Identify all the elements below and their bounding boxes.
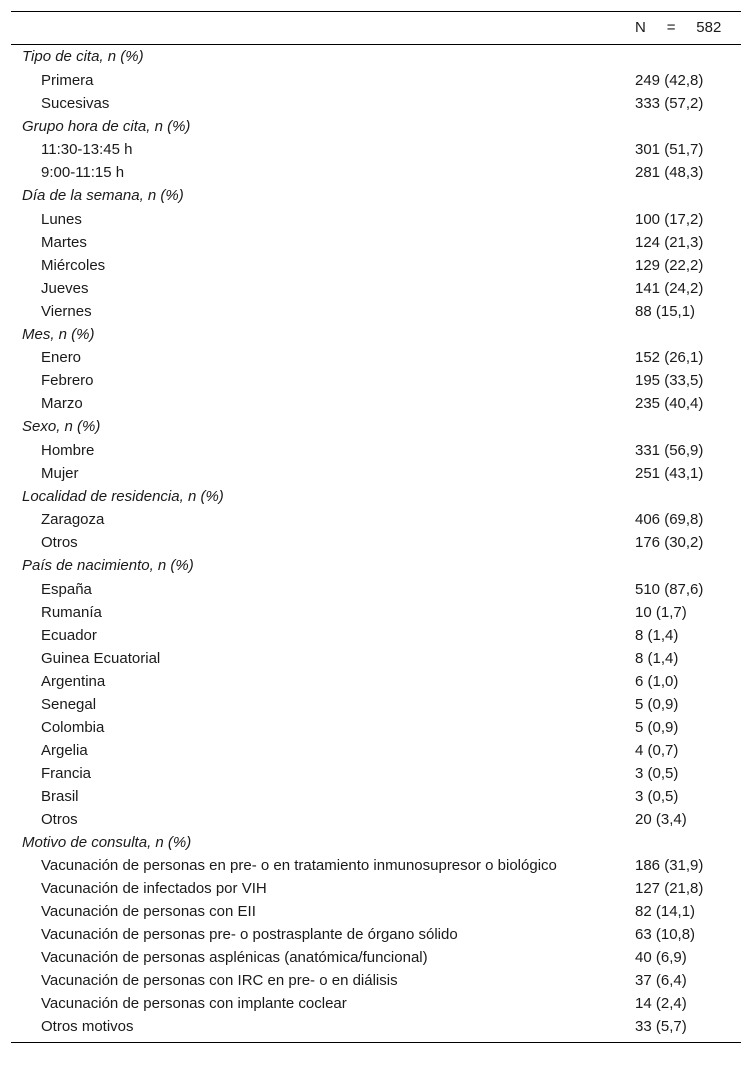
category-row bbox=[11, 831, 741, 855]
table-row bbox=[11, 785, 741, 808]
category-label: País de nacimiento, n (%) bbox=[22, 557, 194, 574]
row-value: 406 (69,8) bbox=[635, 511, 704, 528]
row-value: 8 (1,4) bbox=[635, 626, 679, 644]
table-row bbox=[11, 716, 741, 739]
category-row bbox=[11, 184, 741, 208]
row-value: 301 (51,7) bbox=[635, 141, 704, 158]
row-value: 510 (87,6) bbox=[635, 580, 704, 598]
row-label: Rumanía bbox=[41, 603, 102, 621]
table-row bbox=[11, 624, 741, 647]
table-row bbox=[11, 138, 741, 161]
row-value: 33 (5,7) bbox=[635, 1018, 687, 1035]
category-label: Grupo hora de cita, n (%) bbox=[22, 117, 191, 135]
equals-sign: = bbox=[666, 19, 676, 36]
row-label: Vacunación de personas asplénicas (anatómica/funcional) bbox=[41, 949, 428, 966]
table-row bbox=[11, 277, 741, 300]
table-row bbox=[11, 1015, 741, 1038]
table-row bbox=[11, 670, 741, 693]
row-label: Vacunación de personas con IRC en pre- o en diálisis bbox=[41, 972, 398, 989]
table-row bbox=[11, 508, 741, 531]
row-value: 249 (42,8) bbox=[635, 71, 704, 89]
table-row bbox=[11, 346, 741, 369]
table-row bbox=[11, 161, 741, 184]
row-label: Argelia bbox=[41, 741, 88, 759]
category-row bbox=[11, 45, 741, 69]
row-value: 88 (15,1) bbox=[635, 302, 696, 320]
table-row bbox=[11, 647, 741, 670]
row-value: 40 (6,9) bbox=[635, 949, 687, 966]
table-row bbox=[11, 808, 741, 831]
sample-size-label bbox=[635, 19, 721, 36]
category-label: Sexo, n (%) bbox=[22, 418, 101, 435]
row-label: Marzo bbox=[41, 395, 83, 412]
row-label: Senegal bbox=[41, 695, 97, 713]
category-row bbox=[11, 554, 741, 578]
table-row bbox=[11, 992, 741, 1015]
row-value: 3 (0,5) bbox=[635, 764, 679, 782]
row-label: Miércoles bbox=[41, 256, 106, 274]
table-header bbox=[11, 12, 741, 45]
table-row bbox=[11, 531, 741, 554]
table-row bbox=[11, 946, 741, 969]
table-row bbox=[11, 578, 741, 601]
row-label: Vacunación de personas con EII bbox=[41, 903, 256, 920]
row-label: Ecuador bbox=[41, 626, 97, 644]
row-label: Vacunación de infectados por VIH bbox=[41, 880, 267, 897]
table-row bbox=[11, 762, 741, 785]
row-value: 14 (2,4) bbox=[635, 995, 687, 1012]
category-label: Motivo de consulta, n (%) bbox=[22, 833, 192, 851]
table-row bbox=[11, 900, 741, 923]
table-row bbox=[11, 392, 741, 415]
category-label: Mes, n (%) bbox=[22, 325, 95, 343]
category-label: Localidad de residencia, n (%) bbox=[22, 487, 224, 505]
row-label: Febrero bbox=[41, 372, 94, 389]
row-value: 281 (48,3) bbox=[635, 164, 704, 181]
row-value: 235 (40,4) bbox=[635, 395, 704, 412]
row-value: 4 (0,7) bbox=[635, 741, 679, 759]
table-row bbox=[11, 231, 741, 254]
row-value: 63 (10,8) bbox=[635, 926, 696, 943]
row-value: 251 (43,1) bbox=[635, 464, 704, 482]
table-row bbox=[11, 969, 741, 992]
table-row bbox=[11, 601, 741, 624]
row-label: Sucesivas bbox=[41, 94, 110, 112]
row-value: 331 (56,9) bbox=[635, 441, 704, 459]
table-row bbox=[11, 462, 741, 485]
row-label: Vacunación de personas pre- o postrasplante de órgano sólido bbox=[41, 926, 458, 943]
table-row bbox=[11, 439, 741, 462]
row-value: 100 (17,2) bbox=[635, 210, 704, 228]
row-label: Otros bbox=[41, 810, 78, 828]
row-label: Otros bbox=[41, 534, 78, 551]
row-value: 5 (0,9) bbox=[635, 695, 679, 713]
row-label: Vacunación de personas con implante coclear bbox=[41, 995, 347, 1012]
row-label: Guinea Ecuatorial bbox=[41, 649, 161, 667]
table-row bbox=[11, 923, 741, 946]
row-label: Primera bbox=[41, 71, 94, 89]
row-value: 186 (31,9) bbox=[635, 857, 704, 874]
data-table bbox=[11, 11, 741, 1043]
n-value: 582 bbox=[696, 19, 722, 36]
row-value: 124 (21,3) bbox=[635, 233, 704, 251]
row-label: Colombia bbox=[41, 718, 105, 736]
row-value: 176 (30,2) bbox=[635, 534, 704, 551]
row-label: Martes bbox=[41, 233, 87, 251]
category-label: Día de la semana, n (%) bbox=[22, 187, 184, 204]
row-label: Lunes bbox=[41, 210, 82, 228]
row-label: 9:00-11:15 h bbox=[41, 164, 125, 181]
row-value: 141 (24,2) bbox=[635, 279, 704, 297]
table-row bbox=[11, 854, 741, 877]
row-value: 5 (0,9) bbox=[635, 718, 679, 736]
table-row bbox=[11, 92, 741, 115]
row-label: Jueves bbox=[41, 279, 89, 297]
row-value: 129 (22,2) bbox=[635, 256, 704, 274]
category-row bbox=[11, 323, 741, 347]
row-label: Francia bbox=[41, 764, 92, 782]
category-row bbox=[11, 415, 741, 439]
row-label: Viernes bbox=[41, 302, 92, 320]
row-label: Brasil bbox=[41, 787, 79, 805]
category-row bbox=[11, 485, 741, 509]
row-label: Mujer bbox=[41, 464, 79, 482]
row-label: Vacunación de personas en pre- o en tratamiento inmunosupresor o biológico bbox=[41, 857, 557, 874]
row-value: 333 (57,2) bbox=[635, 94, 704, 112]
row-value: 8 (1,4) bbox=[635, 649, 679, 667]
row-value: 20 (3,4) bbox=[635, 810, 687, 828]
row-value: 37 (6,4) bbox=[635, 972, 687, 989]
row-value: 3 (0,5) bbox=[635, 787, 679, 805]
table-row bbox=[11, 208, 741, 231]
row-label: Argentina bbox=[41, 672, 106, 690]
table-row bbox=[11, 739, 741, 762]
row-label: España bbox=[41, 580, 92, 598]
row-value: 6 (1,0) bbox=[635, 672, 679, 690]
row-value: 195 (33,5) bbox=[635, 372, 704, 389]
n-label: N bbox=[635, 19, 646, 36]
row-value: 10 (1,7) bbox=[635, 603, 687, 621]
table-row bbox=[11, 877, 741, 900]
row-value: 82 (14,1) bbox=[635, 903, 696, 920]
table-row bbox=[11, 254, 741, 277]
category-row bbox=[11, 115, 741, 139]
row-label: Hombre bbox=[41, 441, 95, 459]
table-row bbox=[11, 369, 741, 392]
row-label: Zaragoza bbox=[41, 511, 105, 528]
row-label: Otros motivos bbox=[41, 1018, 134, 1035]
category-label: Tipo de cita, n (%) bbox=[22, 48, 144, 65]
table-row bbox=[11, 693, 741, 716]
row-value: 127 (21,8) bbox=[635, 880, 704, 897]
table-body bbox=[11, 45, 741, 1042]
row-value: 152 (26,1) bbox=[635, 349, 704, 366]
table-row bbox=[11, 300, 741, 323]
row-label: Enero bbox=[41, 349, 82, 366]
table-row bbox=[11, 69, 741, 92]
row-label: 11:30-13:45 h bbox=[41, 141, 133, 158]
